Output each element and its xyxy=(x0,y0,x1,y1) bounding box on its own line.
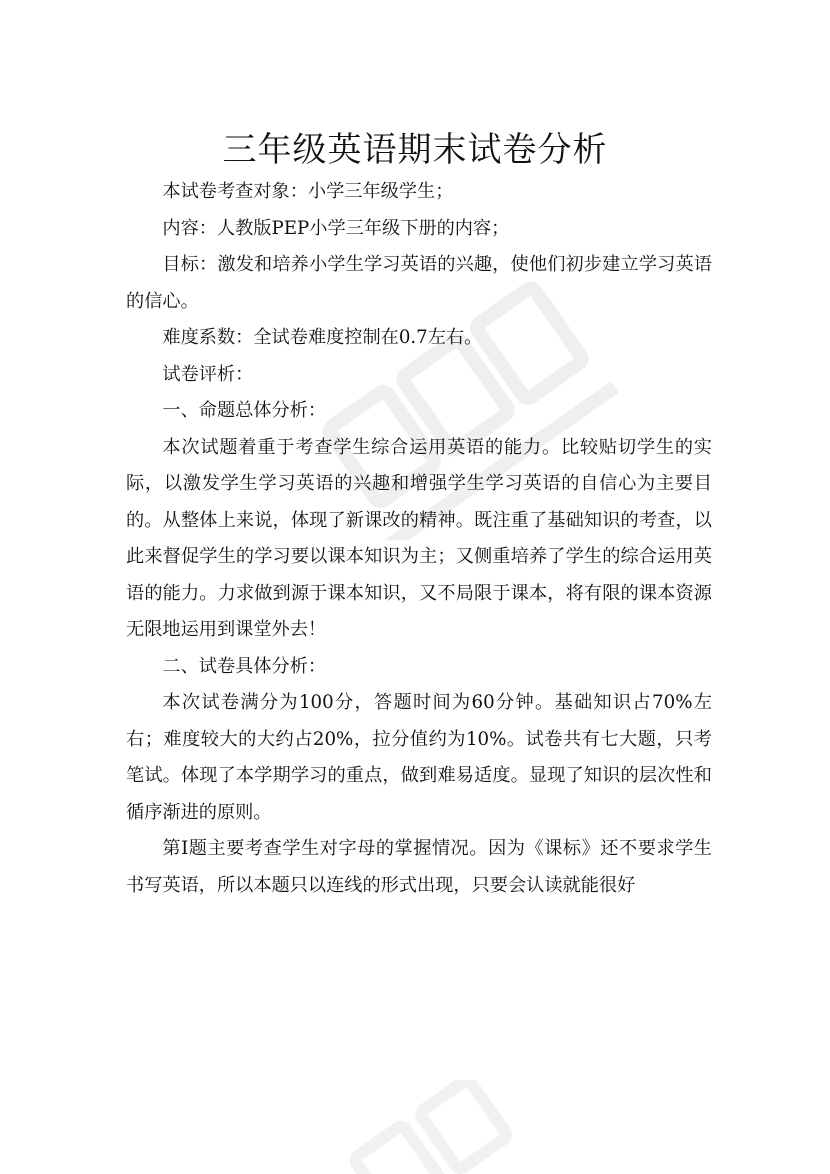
paragraph: 目标：激发和培养小学生学习英语的兴趣，使他们初步建立学习英语的信心。 xyxy=(126,254,712,312)
paragraph: 试卷评析： xyxy=(162,363,254,385)
document-body xyxy=(126,174,712,904)
paragraph: 第Ⅰ题主要考查学生对字母的掌握情况。因为《课标》还不要求学生书写英语，所以本题只以连线的形式出现，只要会认读就能很好 xyxy=(126,838,712,896)
section-heading: 一、命题总体分析： xyxy=(162,400,327,421)
page-title: 三年级英语期末试卷分析 xyxy=(222,130,608,170)
section-heading: 二、试卷具体分析： xyxy=(162,655,327,677)
watermark-logo-bottom xyxy=(320,1080,580,1174)
paragraph: 本次试卷满分为100分，答题时间为60分钟。基础知识占70%左右；难度较大的大约占20%，拉分值约为10%。试卷共有七大题，只考笔试。体现了本学期学习的重点，做到难易适度。显现了知识的层次性和循序渐进的原则。 xyxy=(126,692,712,823)
paragraph: 内容：人教版PEP小学三年级下册的内容； xyxy=(162,217,510,239)
paragraph: 难度系数：全试卷难度控制在0.7左右。 xyxy=(162,327,483,348)
paragraph: 本试卷考查对象：小学三年级学生； xyxy=(162,181,454,202)
paragraph: 本次试题着重于考查学生综合运用英语的能力。比较贴切学生的实际，以激发学生学习英语的兴趣和增强学生学习英语的自信心为主要目的。从整体上来说，体现了新课改的精神。既注重了基础知识的考查，以此来督促学生的学习要以课本知识为主；又侧重培养了学生的综合运用英语的能力。力求做到源于课本知识，又不局限于课本，将有限的课本资源无限地运用到课堂外去！ xyxy=(126,436,712,640)
